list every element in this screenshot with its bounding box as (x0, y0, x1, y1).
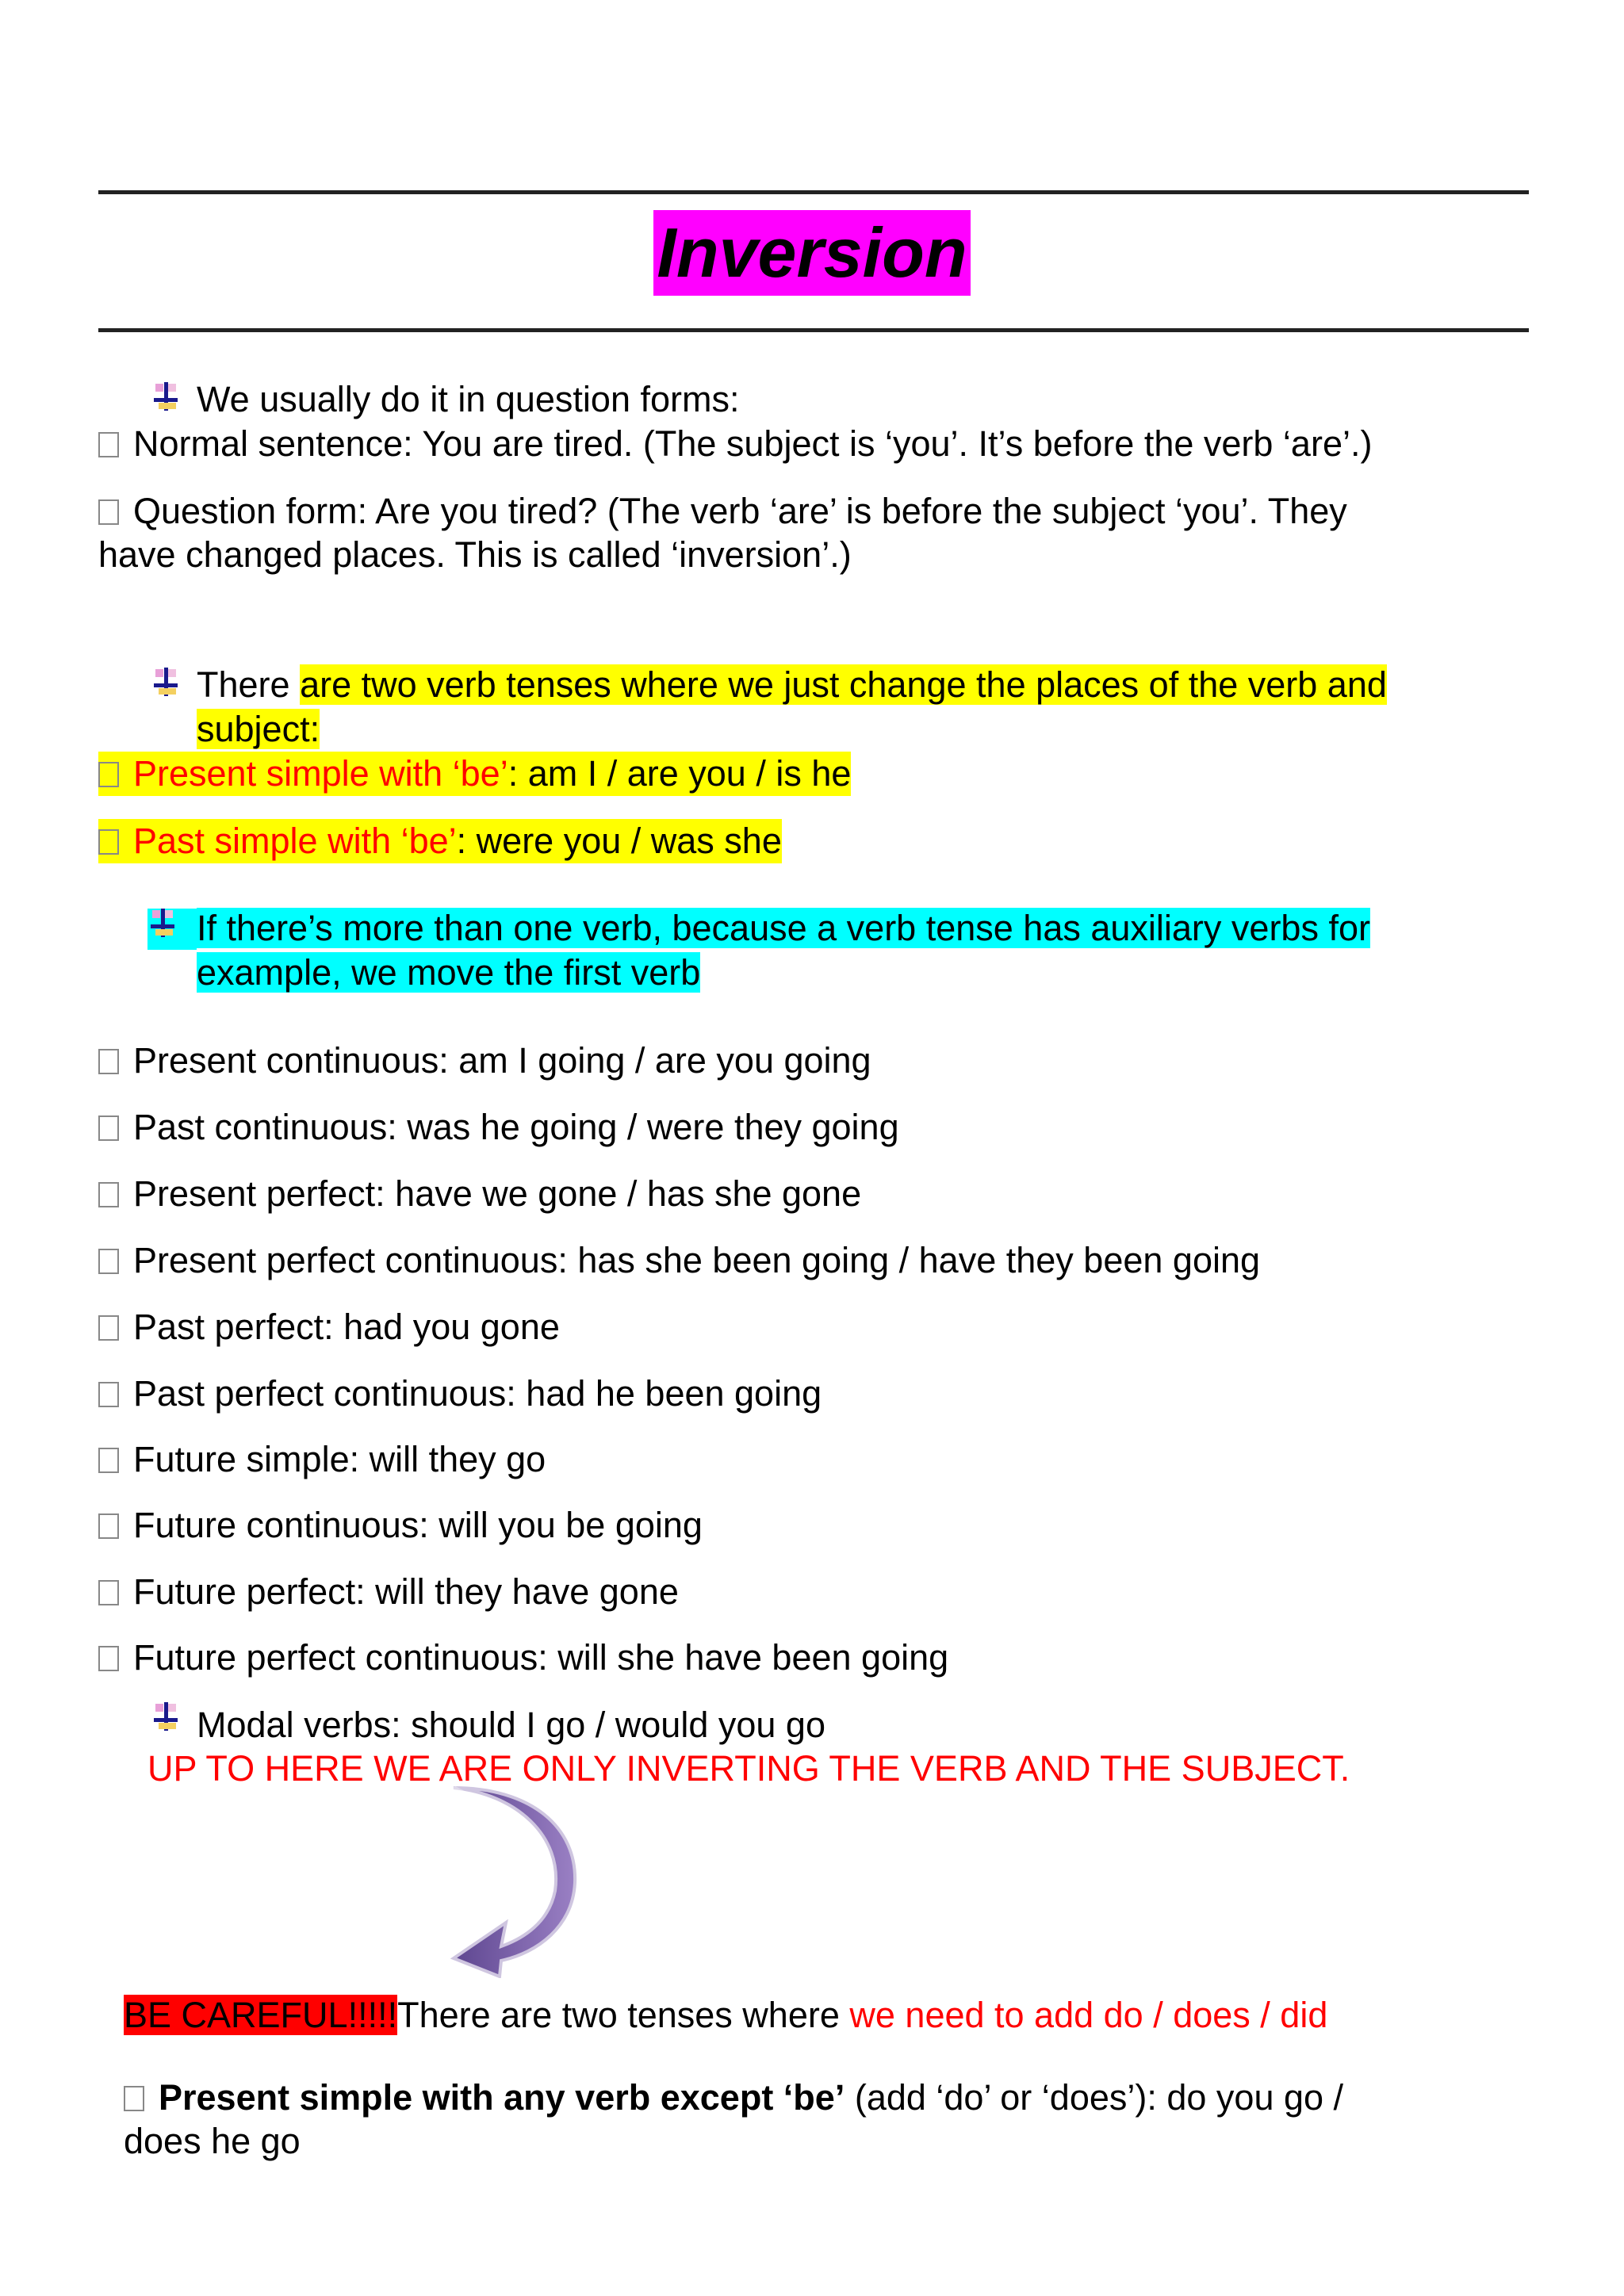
checkbox-icon (98, 762, 119, 787)
be-careful-label: BE CAREFUL!!!!! (124, 1995, 398, 2035)
tense-item: Past perfect continuous: had he been going (98, 1372, 822, 1416)
bullet-text-2: example, we move the first verb (197, 952, 701, 993)
tense-item: Future perfect: will they have gone (98, 1570, 679, 1614)
bullet-text-2: subject: (197, 709, 320, 749)
present-simple-be: Present simple with ‘be’: am I / are you / is he (98, 752, 851, 796)
be-careful: BE CAREFUL!!!!!There are two tenses where we need to add do / does / did (124, 1995, 1328, 2035)
bullet-text: If there’s more than one verb, because a verb tense has auxiliary verbs for (197, 908, 1370, 948)
tense-item: Present perfect continuous: has she been going / have they been going (98, 1238, 1260, 1283)
tense-item: Present perfect: have we gone / has she gone (98, 1172, 861, 1216)
modal-verbs: Modal verbs: should I go / would you go (197, 1705, 825, 1745)
question-form-2: have changed places. This is called ‘inversion’.) (98, 534, 852, 575)
present-simple-rule-2: does he go (124, 2121, 301, 2161)
checkbox-icon (98, 1513, 119, 1539)
question-form-1: Question form: Are you tired? (The verb ‘are’ is before the subject ‘you’. They (98, 489, 1347, 534)
checkbox-icon (98, 1448, 119, 1473)
tense-item: Past continuous: was he going / were they going (98, 1105, 899, 1150)
tense-item: Present continuous: am I going / are you going (98, 1039, 871, 1083)
bullet-arrow-icon (151, 382, 179, 411)
page-title: Inversion (653, 210, 970, 296)
checkbox-icon (98, 1115, 119, 1141)
bullet-arrow-icon (147, 909, 197, 950)
top-rule (98, 190, 1529, 194)
checkbox-icon (98, 499, 119, 525)
checkbox-icon (98, 1315, 119, 1341)
checkbox-icon (98, 1049, 119, 1074)
past-simple-be: Past simple with ‘be’: were you / was she (98, 819, 782, 863)
inversion-note: UP TO HERE WE ARE ONLY INVERTING THE VERB AND THE SUBJECT. (147, 1748, 1350, 1789)
checkbox-icon (98, 1580, 119, 1605)
tense-item: Future simple: will they go (98, 1437, 546, 1482)
bullet-arrow-icon (151, 1702, 179, 1731)
present-simple-rule: Present simple with any verb except ‘be’ (add ‘do’ or ‘does’): do you go / (124, 2076, 1343, 2120)
bottom-rule (98, 328, 1529, 332)
bullet-text: We usually do it in question forms: (197, 379, 740, 419)
checkbox-icon (98, 1249, 119, 1274)
title-wrap (0, 210, 1624, 296)
bullet-text: There are two verb tenses where we just change the places of the verb and (197, 664, 1387, 705)
bullet-arrow-icon (151, 668, 179, 696)
tense-item: Future continuous: will you be going (98, 1503, 703, 1548)
checkbox-icon (98, 1182, 119, 1207)
checkbox-icon (98, 1646, 119, 1671)
curved-arrow-icon (444, 1780, 579, 1978)
checkbox-icon (124, 2086, 144, 2111)
checkbox-icon (98, 1382, 119, 1407)
checkbox-icon (98, 432, 119, 457)
tense-item: Future perfect continuous: will she have been going (98, 1636, 948, 1680)
checkbox-icon (98, 829, 119, 855)
tense-item: Past perfect: had you gone (98, 1305, 560, 1349)
normal-sentence: Normal sentence: You are tired. (The subject is ‘you’. It’s before the verb ‘are’.) (98, 422, 1372, 466)
